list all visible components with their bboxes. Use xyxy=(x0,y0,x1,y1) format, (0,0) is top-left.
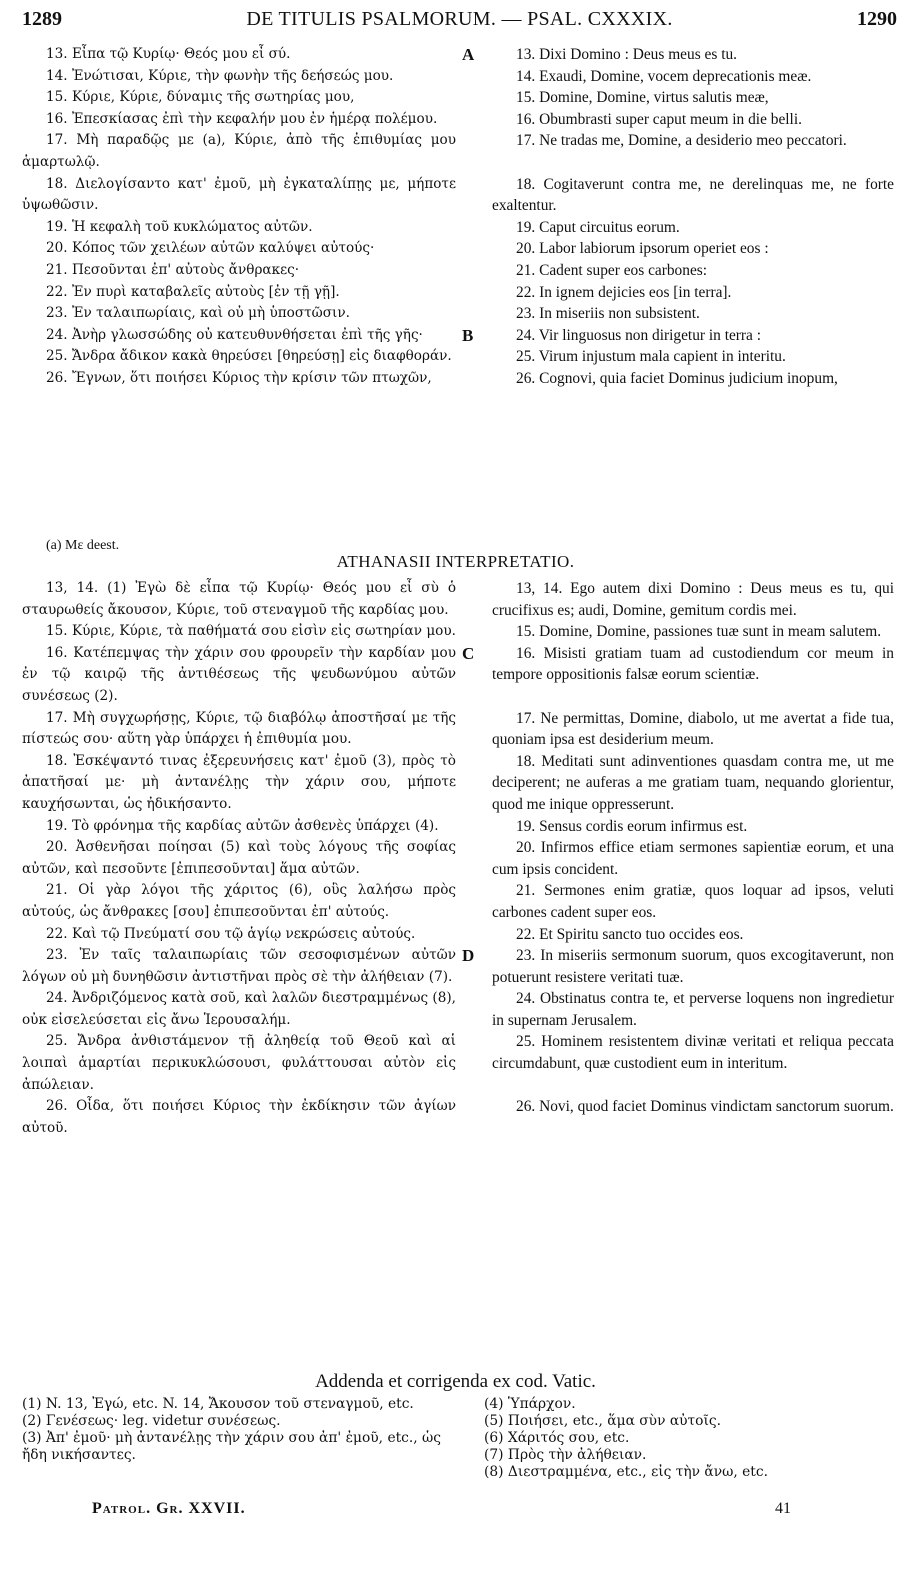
footer-volume: Patrol. Gr. XXVII. xyxy=(92,1500,246,1517)
verse-row xyxy=(22,87,894,109)
latin-verse: 22. Et Spiritu sancto tuo occides eos. xyxy=(516,925,744,943)
greek-verse: 20. Κόπος τῶν χειλέων αὐτῶν καλύψει αὐτούς· xyxy=(46,240,375,257)
margin-letter xyxy=(462,988,492,1031)
verse-row xyxy=(22,66,894,88)
verse-row xyxy=(22,708,894,751)
latin-verse: 25. Hominem resistentem divinæ veritati et reliqua peccata circumdabunt, quæ custodient eum in interitum. xyxy=(492,1033,894,1073)
addenda-right-column xyxy=(470,1396,894,1481)
addenda-note: (6) Χάριτός σου, etc. xyxy=(484,1430,630,1446)
latin-verse: 23. In miseriis non subsistent. xyxy=(516,305,700,323)
greek-verse: 17. Μὴ παραδῷς με (a), Κύριε, ἀπὸ τῆς ἐπιθυμίας μου ἁμαρτωλῷ. xyxy=(22,132,456,170)
margin-letter xyxy=(462,816,492,838)
verse-row xyxy=(22,174,894,217)
verse-row xyxy=(22,751,894,816)
section-title: ATHANASII INTERPRETATIO. xyxy=(336,552,575,571)
verse-row xyxy=(22,303,894,325)
greek-verse: 26. Ἔγνων, ὅτι ποιήσει Κύριος τὴν κρίσιν τῶν πτωχῶν, xyxy=(46,369,432,386)
addenda-note: (4) Ὑπάρχον. xyxy=(484,1396,576,1412)
greek-verse: 18. Ἐσκέψαντό τινας ἐξερευνήσεις κατ' ἐμοῦ (3), πρὸς τὸ ἀπατῆσαί με· μὴ ἀντανέλῃς τὴν χάριν σου, μήποτε καυχήσωνται, ὡς ἠδικήσαντο. xyxy=(22,752,456,812)
margin-letter xyxy=(462,260,492,282)
greek-verse: 22. Ἐν πυρὶ καταβαλεῖς αὐτοὺς [ἐν τῇ γῇ]. xyxy=(46,283,340,300)
margin-letter: B xyxy=(462,325,474,345)
margin-letter xyxy=(462,217,492,239)
addenda-title: Addenda et corrigenda ex cod. Vatic. xyxy=(315,1371,596,1392)
verse-row xyxy=(22,260,894,282)
running-header xyxy=(22,8,897,36)
greek-verse: 14. Ἐνώτισαι, Κύριε, τὴν φωνὴν τῆς δεήσεώς μου. xyxy=(46,67,394,84)
verse-row xyxy=(22,988,894,1031)
margin-letter xyxy=(462,1031,492,1096)
latin-verse: 21. Sermones enim gratiæ, quos loquar ad ipsos, veluti carbones cadent super eos. xyxy=(492,882,894,921)
margin-letter xyxy=(462,238,492,260)
greek-verse: 21. Οἱ γὰρ λόγοι τῆς χάριτος (6), οὓς λαλήσω πρὸς αὐτούς, ὡς ἄνθρακες [σου] ἐπιπεσοῦνται ἐπ' αὐτούς. xyxy=(22,882,456,920)
greek-verse: 13. Εἶπα τῷ Κυρίῳ· Θεός μου εἶ σύ. xyxy=(46,46,291,62)
margin-letter xyxy=(462,130,492,173)
verse-row xyxy=(22,621,894,643)
addenda-note: (7) Πρὸς τὴν ἀλήθειαν. xyxy=(484,1447,647,1463)
greek-verse: 17. Μὴ συγχωρήσῃς, Κύριε, τῷ διαβόλῳ ἀποστῆσαί με τῆς πίστεώς σου· αὕτη γὰρ ὑπάρχει ἡ ἐπιθυμία μου. xyxy=(22,709,456,748)
verse-row xyxy=(22,282,894,304)
verse-row xyxy=(22,945,894,988)
latin-verse: 16. Misisti gratiam tuam ad custodiendum cor meum in tempore oppositionis falsæ eorum scientiæ. xyxy=(492,644,894,684)
margin-letter xyxy=(462,368,492,390)
page-number-right: 1290 xyxy=(857,8,897,30)
margin-letter xyxy=(462,1096,492,1139)
margin-letter xyxy=(462,880,492,923)
footer-signature: 41 xyxy=(775,1500,791,1517)
verse-row xyxy=(22,325,894,347)
latin-verse: 23. In miseriis sermonum suorum, quos excogitaverunt, non potuerunt resistere veritati tuæ. xyxy=(492,947,894,986)
margin-letter xyxy=(462,578,492,621)
addenda-note: (2) Γενέσεως· leg. videtur συνέσεως. xyxy=(22,1413,281,1429)
latin-verse: 15. Domine, Domine, virtus salutis meæ, xyxy=(516,89,769,107)
margin-letter xyxy=(462,109,492,131)
margin-letter xyxy=(462,87,492,109)
margin-letter xyxy=(462,174,492,217)
latin-verse: 21. Cadent super eos carbones: xyxy=(516,261,708,279)
greek-verse: 19. Ἡ κεφαλὴ τοῦ κυκλώματος αὐτῶν. xyxy=(46,218,313,235)
latin-verse: 13, 14. Ego autem dixi Domino : Deus meus es tu, qui crucifixus es; audi, Domine, gemitum cordis mei. xyxy=(492,580,894,619)
greek-verse: 19. Τὸ φρόνημα τῆς καρδίας αὐτῶν ἀσθενὲς ὑπάρχει (4). xyxy=(46,817,439,834)
margin-letter xyxy=(462,751,492,816)
latin-verse: 18. Meditati sunt adinventiones quasdam contra me, ut me deciperent; ne auferas a me gratiam tuam, nequando glorientur, quod me inique oppresserunt. xyxy=(492,752,894,813)
latin-verse: 20. Labor labiorum ipsorum operiet eos : xyxy=(516,240,769,258)
latin-verse: 25. Virum injustum mala capient in interitu. xyxy=(516,348,786,366)
latin-verse: 19. Caput circuitus eorum. xyxy=(516,218,680,236)
page-footer xyxy=(22,1500,894,1524)
latin-verse: 17. Ne tradas me, Domine, a desiderio meo peccatori. xyxy=(516,132,847,150)
verse-row xyxy=(22,643,894,708)
greek-verse: 22. Καὶ τῷ Πνεύματί σου τῷ ἁγίῳ νεκρώσεις αὐτούς. xyxy=(46,925,416,942)
greek-verse: 23. Ἐν ταῖς ταλαιπωρίαις τῶν σεσοφισμένων αὐτῶν λόγων οὐ μὴ δυνηθῶσιν ἀντιστῆναι πρὸς σὲ τὴν ἀλήθειαν (7). xyxy=(22,947,456,985)
latin-verse: 15. Domine, Domine, passiones tuæ sunt in meam salutem. xyxy=(516,623,882,641)
latin-verse: 17. Ne permittas, Domine, diabolo, ut me avertat a fide tua, quoniam ipsa est desiderium meum. xyxy=(492,709,894,749)
latin-verse: 26. Novi, quod faciet Dominus vindictam sanctorum suorum. xyxy=(516,1098,894,1116)
latin-verse: 19. Sensus cordis eorum infirmus est. xyxy=(516,817,748,835)
addenda-left-column xyxy=(22,1396,470,1481)
greek-verse: 16. Κατέπεμψας τὴν χάριν σου φρουρεῖν τὴν καρδίαν μου ἐν τῷ καιρῷ τῆς ἀντιθέσεως τῆς ψευδωνύμου αὐτῶν συνέσεως (2). xyxy=(22,644,456,704)
verse-row xyxy=(22,217,894,239)
addenda xyxy=(22,1396,894,1481)
margin-letter xyxy=(462,303,492,325)
latin-verse: 14. Exaudi, Domine, vocem deprecationis meæ. xyxy=(516,67,812,85)
verse-row xyxy=(22,368,894,390)
greek-verse: 15. Κύριε, Κύριε, δύναμις τῆς σωτηρίας μου, xyxy=(46,89,355,106)
latin-verse: 26. Cognovi, quia faciet Dominus judicium inopum, xyxy=(516,369,838,387)
verse-row xyxy=(22,44,894,66)
addenda-note: (3) Ἀπ' ἐμοῦ· μὴ ἀντανέλῃς τὴν χάριν σου ἀπ' ἐμοῦ, etc., ὡς ἤδη νικήσαντες. xyxy=(22,1430,442,1463)
verse-row xyxy=(22,1096,894,1139)
margin-letter xyxy=(462,924,492,946)
footnote-a: (a) Με deest. xyxy=(46,538,120,553)
verse-row xyxy=(22,346,894,368)
margin-letter xyxy=(462,282,492,304)
greek-verse: 25. Ἄνδρα ἄδικον κακὰ θηρεύσει [θηρεύσῃ] εἰς διαφθοράν. xyxy=(46,348,452,365)
greek-verse: 18. Διελογίσαντο κατ' ἐμοῦ, μὴ ἐγκαταλίπῃς με, μήποτε ὑψωθῶσιν. xyxy=(22,175,456,214)
addenda-note: (8) Διεστραμμένα, etc., εἰς τὴν ἄνω, etc. xyxy=(484,1464,768,1480)
verse-row xyxy=(22,578,894,621)
verse-row xyxy=(22,130,894,173)
margin-letter xyxy=(462,837,492,880)
greek-verse: 24. Ἀνὴρ γλωσσώδης οὐ κατευθυνθήσεται ἐπὶ τῆς γῆς· xyxy=(46,326,423,343)
greek-verse: 25. Ἄνδρα ἀνθιστάμενον τῇ ἀληθείᾳ τοῦ Θεοῦ καὶ αἱ λοιπαὶ ἁμαρτίαι περικυκλώσουσι, φυλάττουσαι αὐτὸν εἰς ἀπώλειαν. xyxy=(22,1033,456,1093)
margin-letter: D xyxy=(462,946,475,966)
greek-verse: 16. Ἐπεσκίασας ἐπὶ τὴν κεφαλήν μου ἐν ἡμέρᾳ πολέμου. xyxy=(46,110,438,127)
margin-letter: C xyxy=(462,643,475,663)
margin-letter: A xyxy=(462,45,475,64)
latin-verse: 24. Obstinatus contra te, et perverse loquens non ingredietur in supernam Jerusalem. xyxy=(492,990,894,1029)
verse-row xyxy=(22,238,894,260)
latin-verse: 18. Cogitaverunt contra me, ne derelinquas me, ne forte exaltentur. xyxy=(492,175,894,215)
verse-row xyxy=(22,837,894,880)
running-title: DE TITULIS PSALMORUM. — PSAL. CXXXIX. xyxy=(246,8,673,30)
latin-verse: 22. In ignem dejicies eos [in terra]. xyxy=(516,283,732,301)
verse-row xyxy=(22,109,894,131)
latin-verse: 16. Obumbrasti super caput meum in die belli. xyxy=(516,110,802,128)
greek-verse: 23. Ἐν ταλαιπωρίαις, καὶ οὐ μὴ ὑποστῶσιν. xyxy=(46,305,350,322)
addenda-note: (1) N. 13, Ἐγώ, etc. N. 14, Ἄκουσον τοῦ στεναγμοῦ, etc. xyxy=(22,1396,414,1412)
verse-row xyxy=(22,1031,894,1096)
page-number-left: 1289 xyxy=(22,8,62,30)
greek-verse: 26. Οἶδα, ὅτι ποιήσει Κύριος τὴν ἐκδίκησιν τῶν ἁγίων αὐτοῦ. xyxy=(22,1098,456,1136)
latin-verse: 20. Infirmos effice etiam sermones sapientiæ eorum, et una cum ipsis concident. xyxy=(492,839,894,878)
margin-letter xyxy=(462,346,492,368)
interpretation-section xyxy=(22,578,894,1139)
verse-row xyxy=(22,924,894,946)
greek-verse: 15. Κύριε, Κύριε, τὰ παθήματά σου εἰσὶν εἰς σωτηρίαν μου. xyxy=(46,623,456,640)
addenda-note: (5) Ποιήσει, etc., ἅμα σὺν αὐτοῖς. xyxy=(484,1413,722,1429)
psalm-text-section xyxy=(22,44,894,390)
latin-verse: 13. Dixi Domino : Deus meus es tu. xyxy=(516,46,738,63)
latin-verse: 24. Vir linguosus non dirigetur in terra : xyxy=(516,326,762,344)
greek-verse: 24. Ἀνδριζόμενος κατὰ σοῦ, καὶ λαλῶν διεστραμμένως (8), οὐκ εἰσελεύσεται εἰς ἄνω Ἱερουσαλήμ. xyxy=(22,990,456,1028)
margin-letter xyxy=(462,621,492,643)
margin-letter xyxy=(462,66,492,88)
verse-row xyxy=(22,816,894,838)
greek-verse: 20. Ἀσθενῆσαι ποίησαι (5) καὶ τοὺς λόγους τῆς σοφίας αὐτῶν, καὶ πεσοῦντε [ἐπιπεσοῦνται] ἅμα αὐτῶν. xyxy=(22,839,456,877)
verse-row xyxy=(22,880,894,923)
margin-letter xyxy=(462,708,492,751)
greek-verse: 13, 14. (1) Ἐγὼ δὲ εἶπα τῷ Κυρίῳ· Θεός μου εἶ σὺ ὁ σταυρωθείς ἄκουσον, Κύριε, τοῦ στεναγμοῦ τῆς καρδίας μου. xyxy=(22,580,456,618)
greek-verse: 21. Πεσοῦνται ἐπ' αὐτοὺς ἄνθρακες· xyxy=(46,261,300,278)
